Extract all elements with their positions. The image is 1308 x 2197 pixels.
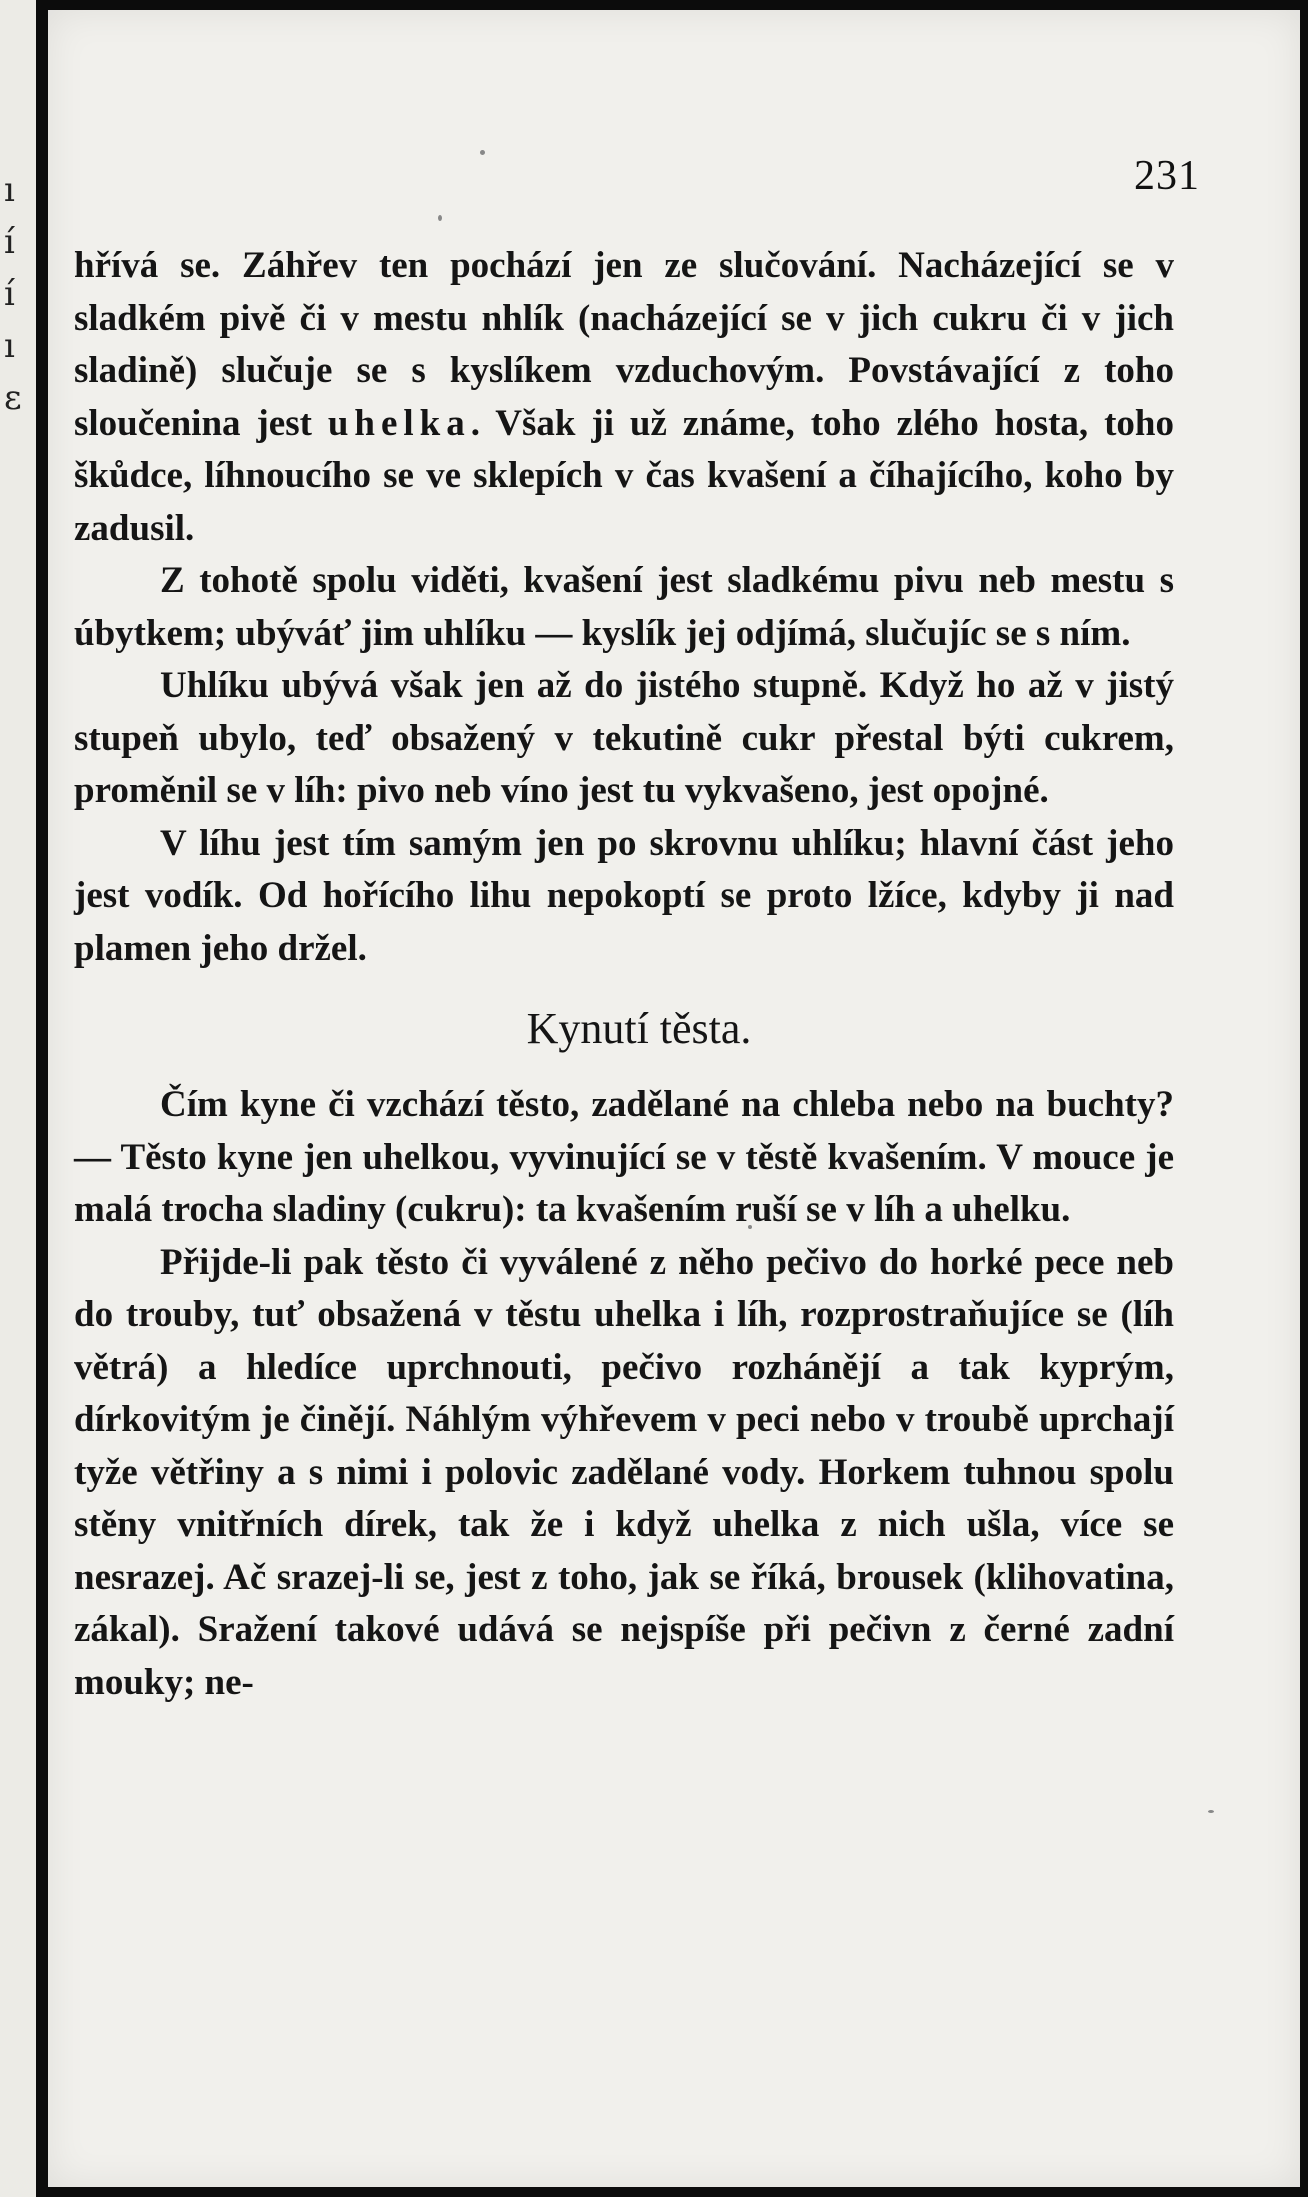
book-page	[48, 10, 1300, 2187]
previous-page-fragment: í	[4, 222, 15, 262]
paper-speck	[438, 215, 442, 221]
paragraph	[74, 1237, 1174, 1710]
previous-page-fragment: ı	[4, 326, 15, 366]
paragraph	[74, 1079, 1174, 1237]
paragraph	[74, 660, 1174, 818]
previous-page-fragment: ı	[4, 170, 15, 210]
text-run: Z tohotě spolu viděti, kvašení jest sladkému pivu neb mestu s úbytkem; ubýváť jim uhlíku — kyslík jej odjímá, slučujíc se s ním.	[74, 560, 1174, 654]
text-run: . Však ji už známe, toho zlého hosta, toho škůdce, líhnoucího se ve sklepích v čas kvašení a číhajícího, koho by zadusil.	[74, 402, 1174, 549]
paper-speck	[1208, 1810, 1214, 1813]
previous-page-edge	[0, 0, 36, 2197]
emphasized-term: uhelka	[327, 402, 471, 444]
previous-page-fragment: í	[4, 274, 15, 314]
text-run: Čím kyne či vzchází těsto, zadělané na chleba nebo na buchty? — Těsto kyne jen uhelkou, vyvinující se v těstě kvašením. V mouce je malá trocha sladiny (cukru): ta kvašením ruší se v líh a uhelku.	[74, 1084, 1174, 1230]
section-heading: Kynutí těsta.	[526, 1004, 752, 1053]
text-run: V líhu jest tím samým jen po skrovnu uhlíku; hlavní část jeho jest vodík. Od hořícího lihu nepokoptí se proto lžíce, kdyby ji nad plamen jeho držel.	[74, 822, 1174, 969]
previous-page-fragment: ε	[4, 378, 22, 418]
text-run: Uhlíku ubývá však jen až do jistého stupně. Když ho až v jistý stupeň ubylo, teď obsažený v tekutině cukr přestal býti cukrem, proměnil se v líh: pivo neb víno jest tu vykvašeno, jest opojné.	[74, 665, 1174, 811]
page-body	[74, 240, 1174, 1709]
text-run: hřívá se. Záhřev ten pochází jen ze slučování. Nacházející se v sladkém pivě či v mestu nhlík (nacházející se v jich cukru či v jich sladině) slučuje se s kyslíkem vzduchovým. Povstávající z toho sloučenina jest	[74, 245, 1174, 444]
paragraph	[74, 818, 1174, 976]
page-number: 231	[1134, 153, 1200, 199]
paper-speck	[480, 150, 485, 155]
paragraph	[74, 555, 1174, 660]
paragraph	[74, 240, 1174, 555]
text-run: Přijde-li pak těsto či vyválené z něho pečivo do horké pece neb do trouby, tuť obsažená v těstu uhelka i líh, rozprostraňujíce se (líh větrá) a hledíce uprchnouti, pečivo rozhánějí a tak kyprým, dírkovitým je činějí. Náhlým výhřevem v peci nebo v troubě uprchají tyže větřiny a s nimi i polovic zadělané vody. Horkem tuhnou spolu stěny vnitřních dírek, tak že i když uhelka z nich ušla, více se nesrazej. Ač srazej-li se, jest z toho, jak se říká, brousek (klihovatina, zákal). Sražení takové udává se nejspíše při pečivn z černé zadní mouky; ne-	[74, 1241, 1174, 1703]
